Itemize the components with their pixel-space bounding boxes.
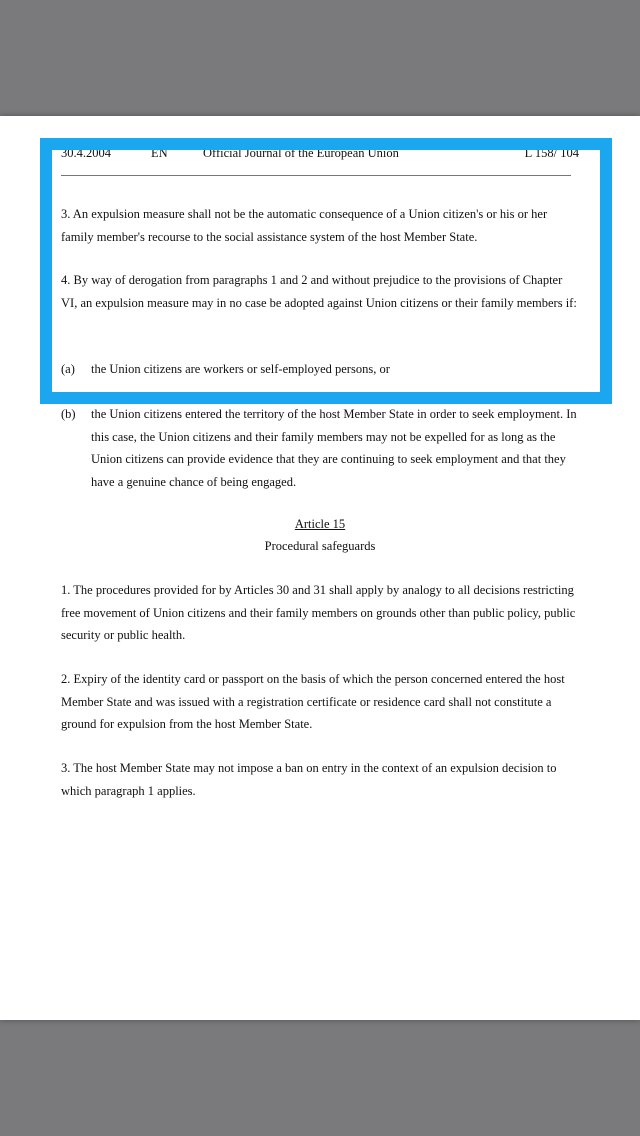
list-item-a-text: the Union citizens are workers or self-employed persons, or [91, 362, 390, 376]
header-journal-title: Official Journal of the European Union [203, 146, 399, 160]
article15-paragraph-1: 1. The procedures provided for by Articles 30 and 31 shall apply by analogy to all decisions restricting free movement of Union citizens and their family members on grounds other than public policy, public security or public health. [61, 583, 576, 642]
document-page[interactable] [0, 116, 640, 1020]
article15-title: Article 15 [294, 517, 346, 531]
header-reference: L 158/ 104 [524, 146, 579, 160]
list-item-b-text: the Union citizens entered the territory of the host Member State in order to seek employment. In this case, the Union citizens and their family members may not be expelled for as long as the Union citizens can provide evidence that they are continuing to seek employment and that they have a genuine chance of being engaged. [91, 407, 577, 489]
list-item-b [61, 403, 581, 493]
list-item-a-marker: (a) [61, 362, 75, 376]
page-header [61, 146, 579, 164]
article15-paragraph-3: 3. The host Member State may not impose a ban on entry in the context of an expulsion decision to which paragraph 1 applies. [61, 761, 557, 798]
article15-subtitle: Procedural safeguards [264, 539, 376, 553]
header-date: 30.4.2004 [61, 146, 111, 160]
list-item-a [61, 358, 581, 381]
article14-paragraph-4: 4. By way of derogation from paragraphs 1 and 2 and without prejudice to the provisions of Chapter VI, an expulsion measure may in no case be adopted against Union citizens or their family members if: [61, 273, 577, 310]
article14-paragraph-3: 3. An expulsion measure shall not be the automatic consequence of a Union citizen's or his or her family member's recourse to the social assistance system of the host Member State. [61, 207, 548, 244]
header-divider [61, 175, 571, 176]
list-item-b-marker: (b) [61, 407, 76, 421]
article15-paragraph-2: 2. Expiry of the identity card or passport on the basis of which the person concerned entered the host Member State and was issued with a registration certificate or residence card shall not constitute a ground for expulsion from the host Member State. [61, 672, 565, 731]
header-language: EN [151, 146, 168, 160]
